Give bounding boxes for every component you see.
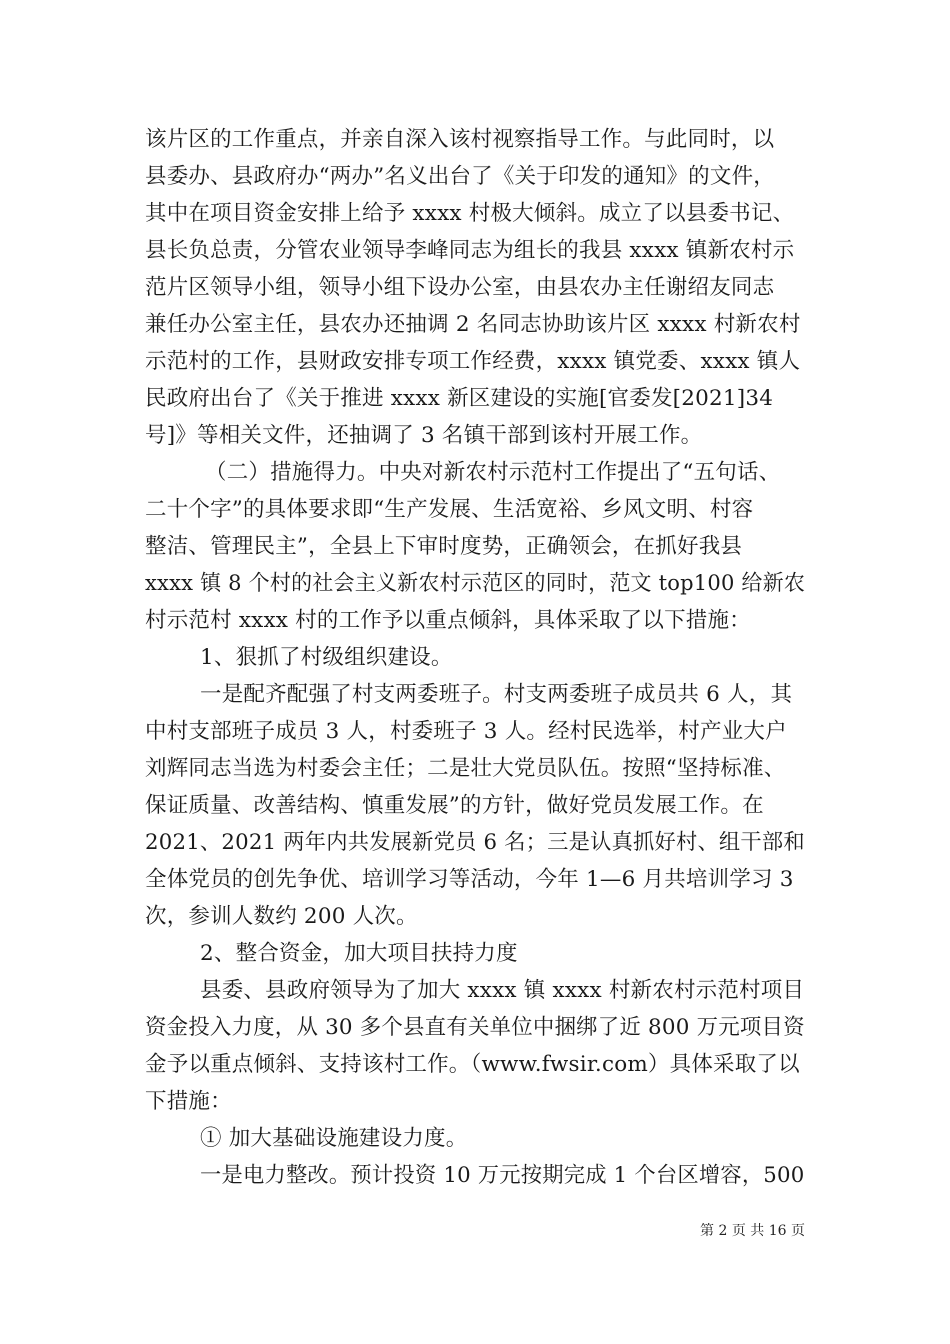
text-line: 号]》等相关文件，还抽调了 3 名镇干部到该村开展工作。: [145, 423, 703, 448]
subsection-heading: 2、整合资金，加大项目扶持力度: [200, 941, 518, 966]
text-line: 保证质量、改善结构、慎重发展”的方针，做好党员发展工作。在: [145, 793, 764, 818]
section-heading: （二）措施得力。中央对新农村示范村工作提出了“五句话、: [205, 460, 781, 485]
text-line: 刘辉同志当选为村委会主任；二是壮大党员队伍。按照“坚持标准、: [145, 756, 786, 781]
text-line: 民政府出台了《关于推进 xxxx 新区建设的实施[官委发[2021]34: [145, 386, 774, 411]
text-line: 中村支部班子成员 3 人，村委班子 3 人。经村民选举，村产业大户: [145, 719, 787, 744]
text-line: 县长负总责，分管农业领导李峰同志为组长的我县 xxxx 镇新农村示: [145, 238, 795, 263]
paragraph-first-line: 一是配齐配强了村支两委班子。村支两委班子成员共 6 人，其: [200, 682, 793, 707]
text-line: 示范村的工作，县财政安排专项工作经费，xxxx 镇党委、xxxx 镇人: [145, 349, 801, 374]
text-line: 县委办、县政府办“两办”名义出台了《关于印发的通知》的文件，: [145, 164, 775, 189]
text-line: 二十个字”的具体要求即“生产发展、生活宽裕、乡风文明、村容: [145, 497, 754, 522]
text-line: 该片区的工作重点，并亲自深入该村视察指导工作。与此同时，以: [145, 127, 775, 152]
text-line: 次，参训人数约 200 人次。: [145, 904, 418, 929]
text-line: 资金投入力度，从 30 多个县直有关单位中捆绑了近 800 万元项目资: [145, 1015, 805, 1040]
subsection-heading: 1、狠抓了村级组织建设。: [200, 645, 453, 670]
text-line: 下措施：: [145, 1089, 232, 1114]
text-line: 兼任办公室主任，县农办还抽调 2 名同志协助该片区 xxxx 村新农村: [145, 312, 801, 337]
text-line: 其中在项目资金安排上给予 xxxx 村极大倾斜。成立了以县委书记、: [145, 201, 795, 226]
text-line: 2021、2021 两年内共发展新党员 6 名；三是认真抓好村、组干部和: [145, 830, 805, 855]
text-line: xxxx 镇 8 个村的社会主义新农村示范区的同时，范文 top100 给新农: [145, 571, 806, 596]
page-number-footer: 第 2 页 共 16 页: [700, 1223, 805, 1239]
text-line: 金予以重点倾斜、支持该村工作。（www.fwsir.com）具体采取了以: [145, 1052, 800, 1077]
text-line: 全体党员的创先争优、培训学习等活动，今年 1—6 月共培训学习 3: [145, 867, 794, 892]
text-line: 范片区领导小组，领导小组下设办公室，由县农办主任谢绍友同志: [145, 275, 775, 300]
text-line: 村示范村 xxxx 村的工作予以重点倾斜，具体采取了以下措施：: [145, 608, 751, 633]
list-item-heading: ① 加大基础设施建设力度。: [200, 1126, 468, 1151]
paragraph-first-line: 县委、县政府领导为了加大 xxxx 镇 xxxx 村新农村示范村项目: [200, 978, 805, 1003]
paragraph-first-line: 一是电力整改。预计投资 10 万元按期完成 1 个台区增容，500: [200, 1163, 805, 1188]
text-line: 整洁、管理民主”，全县上下审时度势，正确领会，在抓好我县: [145, 534, 743, 559]
